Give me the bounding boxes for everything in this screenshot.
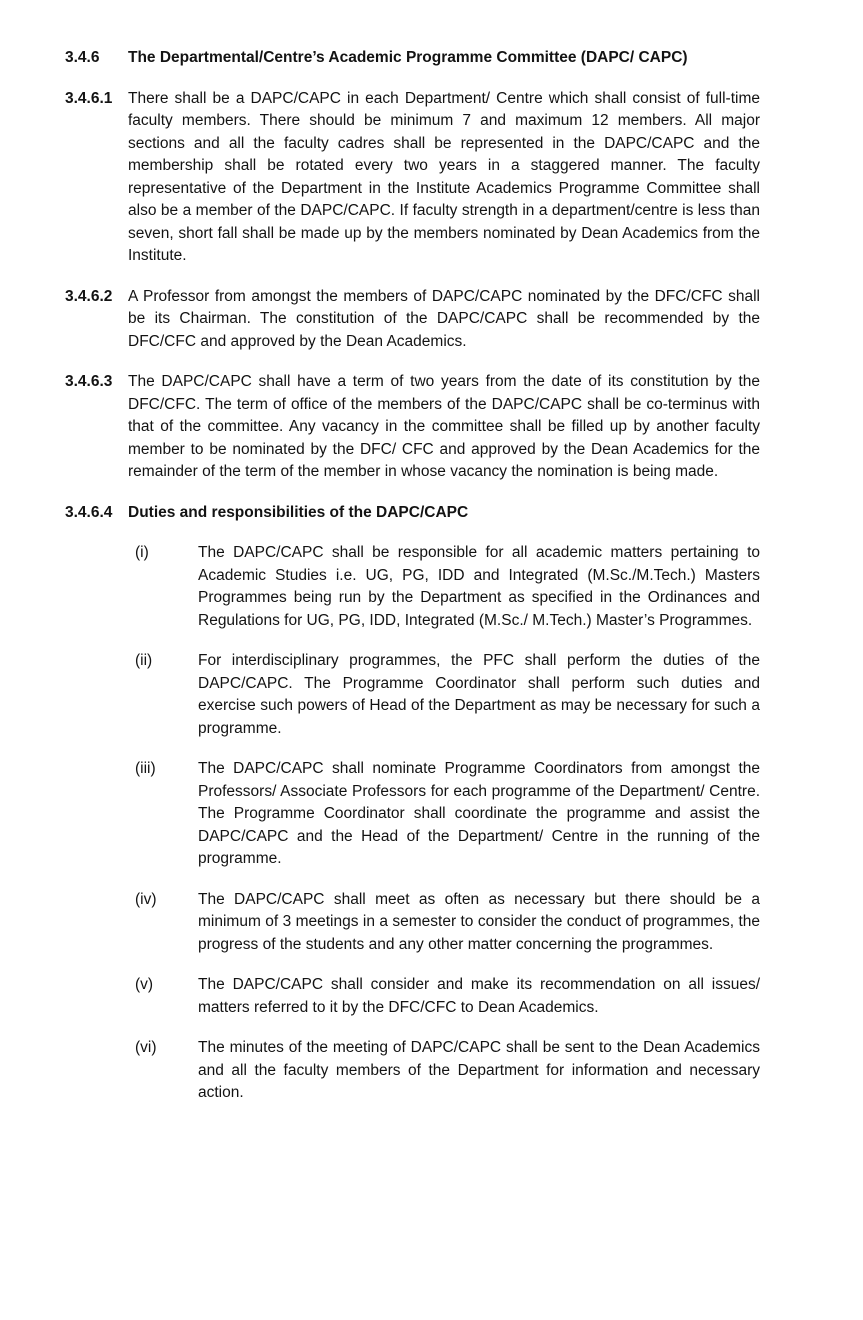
duty-item (135, 650, 760, 740)
duty-marker: (iii) (135, 760, 156, 777)
duty-marker: (i) (135, 544, 149, 561)
duty-text: The DAPC/CAPC shall nominate Programme Coordinators from amongst the Professors/ Associate Professors for each programme of the Department/ Centre. The Programme Coordinator shall coordinate the programme and assist the DAPC/CAPC and the Head of the Department/ Centre in the running of the programme. (198, 760, 760, 867)
section-number: 3.4.6 (65, 49, 100, 66)
clause-item (65, 371, 760, 484)
duty-marker: (vi) (135, 1039, 157, 1056)
duty-text: The DAPC/CAPC shall meet as often as necessary but there should be a minimum of 3 meetings in a semester to consider the conduct of programmes, the progress of the students and any other matter concerning the programmes. (198, 890, 760, 953)
clause-text: The DAPC/CAPC shall have a term of two years from the date of its constitution by the DFC/CFC. The term of office of the members of the DAPC/CAPC shall be co-terminus with that of the committee. Any vacancy in the committee shall be filled up by another faculty member to be nominated by the DFC/ CFC and approved by the Dean Academics for the remainder of the term of the member in whose vacancy the nomination is being made. (128, 373, 760, 480)
section-heading-row (65, 47, 760, 70)
subsection-number: 3.4.6.4 (65, 503, 113, 521)
clause-number: 3.4.6.2 (65, 287, 113, 305)
clause-text: A Professor from amongst the members of DAPC/CAPC nominated by the DFC/CFC shall be its Chairman. The constitution of the DAPC/CAPC shall be recommended by the DFC/CFC and approved by the Dean Academics. (128, 287, 760, 350)
duty-item (135, 974, 760, 1019)
subsection-heading-row (65, 502, 760, 525)
duty-marker: (ii) (135, 652, 153, 669)
clause-text: There shall be a DAPC/CAPC in each Department/ Centre which shall consist of full-time faculty members. There should be minimum 7 and maximum 12 members. All major sections and all the faculty cadres shall be represented in the DAPC/CAPC and the membership shall be rotated every two years in a staggered manner. The faculty representative of the Department in the Institute Academics Programme Committee shall also be a member of the DAPC/CAPC. If faculty strength in a department/centre is less than seven, short fall shall be made up by the members nominated by Dean Academics from the Institute. (128, 89, 760, 264)
duty-item (135, 542, 760, 632)
clause-number: 3.4.6.3 (65, 373, 113, 390)
duty-item (135, 758, 760, 871)
duty-text: The DAPC/CAPC shall be responsible for all academic matters pertaining to Academic Studies i.e. UG, PG, IDD and Integrated (M.Sc./M.Tech.) Masters Programmes being run by the Department as specified in the Ordinances and Regulations for UG, PG, IDD, Integrated (M.Sc./ M.Tech.) Master’s Programmes. (198, 544, 760, 629)
duty-text: The minutes of the meeting of DAPC/CAPC shall be sent to the Dean Academics and all the faculty members of the Department for information and necessary action. (198, 1039, 760, 1101)
subsection-heading: Duties and responsibilities of the DAPC/CAPC (128, 503, 469, 521)
section-heading: The Departmental/Centre’s Academic Programme Committee (DAPC/ CAPC) (128, 49, 688, 66)
duty-marker: (iv) (135, 890, 157, 908)
clause-item (65, 286, 760, 354)
duty-text: For interdisciplinary programmes, the PFC shall perform the duties of the DAPC/CAPC. The Programme Coordinator shall perform such duties and exercise such powers of Head of the Department as may be necessary for such a programme. (198, 652, 760, 737)
clause-item (65, 88, 760, 268)
duty-item (135, 889, 760, 957)
clause-number: 3.4.6.1 (65, 89, 113, 107)
duty-item (135, 1037, 760, 1105)
duty-marker: (v) (135, 976, 154, 993)
duty-text: The DAPC/CAPC shall consider and make its recommendation on all issues/ matters referred to it by the DFC/CFC to Dean Academics. (198, 976, 760, 1016)
